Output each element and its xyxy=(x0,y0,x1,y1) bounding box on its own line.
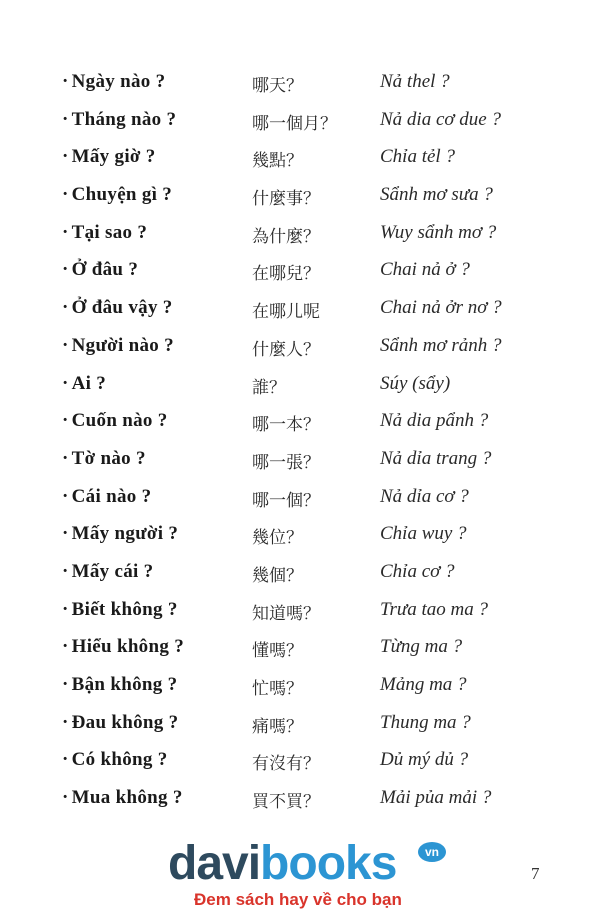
bullet-dot: · xyxy=(62,297,69,319)
vietnamese-text: Ở đâu ? xyxy=(71,259,139,281)
phrase-list xyxy=(0,64,600,818)
vietnamese-text: Biết không ? xyxy=(71,598,178,620)
logo-vn-badge: vn xyxy=(418,842,446,862)
chinese-phrase: 哪一個？ xyxy=(252,490,320,511)
chinese-phrase: 有沒有？ xyxy=(252,754,320,775)
pronunciation: Mải pủa mải ? xyxy=(380,787,492,809)
bullet-dot: · xyxy=(62,523,69,545)
pronunciation: Mảng ma ? xyxy=(380,674,467,695)
pronunciation: Nả dia pẩnh ? xyxy=(380,410,489,432)
phrase-row xyxy=(0,64,600,102)
vietnamese-phrase xyxy=(62,297,173,319)
chinese-phrase: 哪一張？ xyxy=(252,452,320,473)
phrase-row xyxy=(0,366,600,404)
bullet-dot: · xyxy=(62,184,69,206)
vietnamese-text: Đau không ? xyxy=(71,711,179,733)
logo-tagline: Đem sách hay về cho bạn xyxy=(194,890,402,909)
pronunciation: Chỉa tẻl ? xyxy=(380,146,455,168)
vietnamese-phrase xyxy=(62,749,168,771)
pronunciation: Nả thel ? xyxy=(380,71,450,92)
pronunciation: Chai nả ởr nơ ? xyxy=(380,297,502,319)
phrase-row xyxy=(0,780,600,818)
vietnamese-phrase xyxy=(62,410,168,432)
phrase-row xyxy=(0,516,600,554)
vietnamese-text: Có không ? xyxy=(71,749,168,771)
bullet-dot: · xyxy=(62,636,69,658)
phrase-row xyxy=(0,102,600,140)
pronunciation: Trưa tao ma ? xyxy=(380,598,489,620)
vietnamese-text: Tờ nào ? xyxy=(71,447,146,469)
vietnamese-phrase xyxy=(62,71,165,93)
logo-books-text: books xyxy=(260,837,397,890)
bullet-dot: · xyxy=(62,146,69,168)
vietnamese-text: Cái nào ? xyxy=(71,485,152,507)
bullet-dot: · xyxy=(62,372,69,394)
chinese-phrase: 幾點？ xyxy=(252,151,303,172)
chinese-phrase: 知道嗎？ xyxy=(252,603,320,624)
vietnamese-phrase xyxy=(62,523,178,545)
vietnamese-phrase xyxy=(62,146,156,168)
phrase-row xyxy=(0,441,600,479)
phrase-row xyxy=(0,554,600,592)
pronunciation: Sẩnh mơ sưa ? xyxy=(380,184,493,206)
chinese-phrase: 在哪儿呢 xyxy=(252,302,320,323)
chinese-phrase: 為什麼？ xyxy=(252,226,320,247)
vietnamese-phrase xyxy=(62,222,147,244)
chinese-phrase: 哪一本？ xyxy=(252,415,320,436)
vietnamese-text: Mấy cái ? xyxy=(71,560,154,582)
vietnamese-phrase xyxy=(62,373,106,395)
vietnamese-phrase xyxy=(62,712,178,734)
bullet-dot: · xyxy=(62,108,69,130)
vietnamese-text: Hiểu không ? xyxy=(71,636,184,658)
vietnamese-text: Mấy người ? xyxy=(71,523,179,545)
vietnamese-text: Bận không ? xyxy=(71,674,178,695)
vietnamese-text: Ngày nào ? xyxy=(71,71,166,92)
pronunciation: Sẩnh mơ rảnh ? xyxy=(380,334,502,356)
chinese-phrase: 買不買？ xyxy=(252,792,320,813)
phrase-row xyxy=(0,479,600,517)
page-number: 7 xyxy=(531,864,540,883)
phrase-row xyxy=(0,139,600,177)
vietnamese-phrase xyxy=(62,335,174,357)
vietnamese-phrase xyxy=(62,599,178,621)
chinese-phrase: 在哪兒？ xyxy=(252,264,320,285)
chinese-phrase: 痛嗎？ xyxy=(252,716,303,737)
bullet-dot: · xyxy=(62,749,69,771)
logo-davi-text: davi xyxy=(168,837,261,890)
bullet-dot: · xyxy=(62,71,69,92)
pronunciation: Nả dỉa cơ ? xyxy=(380,485,469,507)
pronunciation: Nả dia cơ due ? xyxy=(380,108,501,130)
phrase-row xyxy=(0,629,600,667)
chinese-phrase: 什麼事？ xyxy=(252,189,320,210)
bullet-dot: · xyxy=(62,598,69,620)
chinese-phrase: 哪一個月？ xyxy=(252,113,337,134)
phrase-row xyxy=(0,177,600,215)
vietnamese-phrase xyxy=(62,787,183,809)
chinese-phrase: 幾個？ xyxy=(252,565,303,586)
phrase-row xyxy=(0,705,600,743)
vietnamese-text: Người nào ? xyxy=(71,334,174,356)
bullet-dot: · xyxy=(62,787,69,809)
vietnamese-phrase xyxy=(62,259,138,281)
vietnamese-text: Cuốn nào ? xyxy=(71,410,168,432)
bullet-dot: · xyxy=(62,447,69,469)
bullet-dot: · xyxy=(62,410,69,432)
pronunciation: Nả dỉa trang ? xyxy=(380,447,492,469)
phrase-row xyxy=(0,742,600,780)
pronunciation: Chai nả ở ? xyxy=(380,259,470,281)
pronunciation: Thung ma ? xyxy=(380,711,471,733)
pronunciation: Súy (sẩy) xyxy=(380,372,451,394)
pronunciation: Chỉa cơ ? xyxy=(380,560,455,582)
chinese-phrase: 哪天？ xyxy=(252,76,303,96)
chinese-phrase: 幾位？ xyxy=(252,528,303,549)
vietnamese-phrase xyxy=(62,109,176,131)
chinese-phrase: 忙嗎？ xyxy=(252,679,303,699)
bullet-dot: · xyxy=(62,221,69,243)
vietnamese-text: Ai ? xyxy=(71,372,107,394)
vietnamese-text: Mấy giờ ? xyxy=(71,146,156,168)
logo-wordmark xyxy=(168,837,397,890)
vietnamese-phrase xyxy=(62,674,177,696)
chinese-phrase: 懂嗎？ xyxy=(252,641,303,662)
bullet-dot: · xyxy=(62,485,69,507)
vietnamese-phrase xyxy=(62,561,154,583)
chinese-phrase: 什麼人？ xyxy=(252,339,320,360)
vietnamese-phrase xyxy=(62,448,146,470)
phrase-row xyxy=(0,252,600,290)
davibooks-logo xyxy=(168,837,458,910)
phrase-row xyxy=(0,215,600,253)
phrase-row xyxy=(0,592,600,630)
vietnamese-text: Mua không ? xyxy=(71,787,183,809)
phrase-row xyxy=(0,667,600,705)
vietnamese-text: Ở đâu vậy ? xyxy=(71,297,173,319)
chinese-phrase: 誰？ xyxy=(252,377,286,398)
vietnamese-phrase xyxy=(62,184,172,206)
bullet-dot: · xyxy=(62,674,69,695)
pronunciation: Chỉa wuy ? xyxy=(380,523,467,545)
bullet-dot: · xyxy=(62,334,69,356)
vietnamese-phrase xyxy=(62,636,184,658)
bullet-dot: · xyxy=(62,560,69,582)
phrase-row xyxy=(0,290,600,328)
bullet-dot: · xyxy=(62,711,69,733)
pronunciation: Dủ mý dủ ? xyxy=(380,749,469,771)
vietnamese-text: Tháng nào ? xyxy=(71,108,177,130)
vietnamese-text: Chuyện gì ? xyxy=(71,184,173,206)
pronunciation: Wuy sẩnh mơ ? xyxy=(380,221,497,243)
vietnamese-phrase xyxy=(62,486,151,508)
phrase-row xyxy=(0,328,600,366)
vietnamese-text: Tại sao ? xyxy=(71,221,148,243)
pronunciation: Từng ma ? xyxy=(380,636,463,658)
phrase-row xyxy=(0,403,600,441)
bullet-dot: · xyxy=(62,259,69,281)
